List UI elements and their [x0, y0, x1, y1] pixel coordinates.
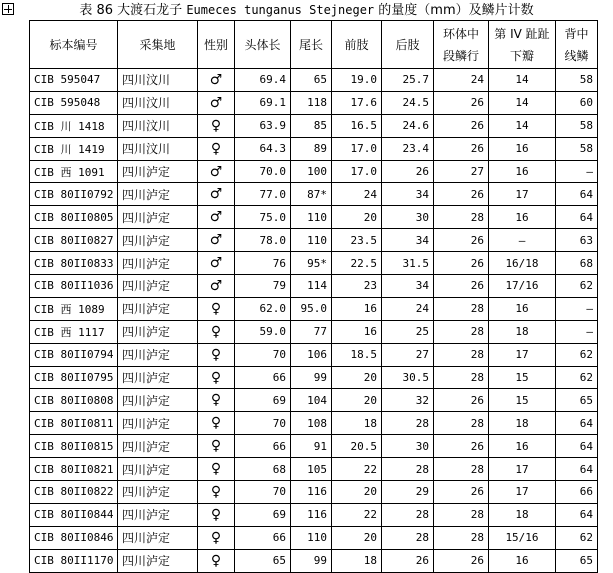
- cell-tail-length: 108: [291, 412, 332, 435]
- cell-fourth-toe-lamellae: 17: [489, 343, 556, 366]
- cell-midbody-scale-rows: 26: [434, 481, 489, 504]
- cell-middorsal-scales: 64: [556, 503, 598, 526]
- cell-locality: 四川泸定: [118, 252, 198, 275]
- cell-specimen-id: CIB 80II0792: [30, 183, 118, 206]
- cell-locality: 四川泸定: [118, 275, 198, 298]
- cell-sex: ♀: [198, 297, 235, 320]
- cell-middorsal-scales: 64: [556, 183, 598, 206]
- header-tail-length: 尾长: [291, 21, 332, 69]
- cell-sex: ♀: [198, 549, 235, 572]
- cell-midbody-scale-rows: 27: [434, 160, 489, 183]
- cell-midbody-scale-rows: 26: [434, 275, 489, 298]
- cell-midbody-scale-rows: 28: [434, 503, 489, 526]
- cell-middorsal-scales: —: [556, 160, 598, 183]
- cell-snout-vent-length: 66: [235, 526, 291, 549]
- cell-middorsal-scales: 68: [556, 252, 598, 275]
- cell-fourth-toe-lamellae: 16: [489, 137, 556, 160]
- cell-tail-length: 118: [291, 91, 332, 114]
- cell-hindlimb: 26: [382, 160, 434, 183]
- cell-sex: ♂: [198, 252, 235, 275]
- cell-midbody-scale-rows: 26: [434, 137, 489, 160]
- cell-specimen-id: CIB 80II0794: [30, 343, 118, 366]
- cell-hindlimb: 28: [382, 412, 434, 435]
- cell-fourth-toe-lamellae: 17: [489, 183, 556, 206]
- cell-forelimb: 22: [332, 503, 382, 526]
- cell-fourth-toe-lamellae: 16: [489, 160, 556, 183]
- cell-specimen-id: CIB 595047: [30, 69, 118, 92]
- cell-specimen-id: CIB 80II0815: [30, 435, 118, 458]
- measurement-table: [29, 20, 598, 573]
- cell-locality: 四川汶川: [118, 137, 198, 160]
- cell-sex: ♀: [198, 435, 235, 458]
- cell-midbody-scale-rows: 28: [434, 320, 489, 343]
- cell-hindlimb: 24: [382, 297, 434, 320]
- cell-locality: 四川泸定: [118, 297, 198, 320]
- cell-fourth-toe-lamellae: 15/16: [489, 526, 556, 549]
- cell-sex: ♂: [198, 206, 235, 229]
- cell-locality: 四川汶川: [118, 69, 198, 92]
- cell-hindlimb: 34: [382, 229, 434, 252]
- cell-midbody-scale-rows: 26: [434, 252, 489, 275]
- cell-forelimb: 16.5: [332, 114, 382, 137]
- cell-fourth-toe-lamellae: 16/18: [489, 252, 556, 275]
- cell-tail-length: 87*: [291, 183, 332, 206]
- cell-tail-length: 95*: [291, 252, 332, 275]
- cell-midbody-scale-rows: 26: [434, 91, 489, 114]
- cell-middorsal-scales: 65: [556, 389, 598, 412]
- cell-locality: 四川泸定: [118, 320, 198, 343]
- header-fourth-toe-lamellae: 第 IV 趾趾下瓣: [489, 21, 556, 69]
- cell-tail-length: 114: [291, 275, 332, 298]
- cell-specimen-id: CIB 川 1418: [30, 114, 118, 137]
- table-row: [30, 91, 598, 114]
- cell-tail-length: 65: [291, 69, 332, 92]
- cell-middorsal-scales: 64: [556, 412, 598, 435]
- cell-midbody-scale-rows: 24: [434, 69, 489, 92]
- cell-snout-vent-length: 68: [235, 458, 291, 481]
- cell-sex: ♀: [198, 526, 235, 549]
- cell-hindlimb: 31.5: [382, 252, 434, 275]
- cell-sex: ♀: [198, 503, 235, 526]
- cell-specimen-id: CIB 80II1170: [30, 549, 118, 572]
- cell-tail-length: 110: [291, 526, 332, 549]
- cell-locality: 四川泸定: [118, 549, 198, 572]
- table-caption: [0, 0, 613, 20]
- header-sex: 性别: [198, 21, 235, 69]
- cell-hindlimb: 30.5: [382, 366, 434, 389]
- cell-midbody-scale-rows: 26: [434, 183, 489, 206]
- header-locality: 采集地: [118, 21, 198, 69]
- cell-hindlimb: 23.4: [382, 137, 434, 160]
- cell-specimen-id: CIB 80II0844: [30, 503, 118, 526]
- cell-sex: ♀: [198, 458, 235, 481]
- cell-tail-length: 85: [291, 114, 332, 137]
- cell-specimen-id: CIB 西 1089: [30, 297, 118, 320]
- cell-fourth-toe-lamellae: 17: [489, 458, 556, 481]
- cell-fourth-toe-lamellae: 17: [489, 481, 556, 504]
- cell-tail-length: 116: [291, 481, 332, 504]
- table-row: [30, 206, 598, 229]
- cell-snout-vent-length: 69: [235, 503, 291, 526]
- cell-tail-length: 91: [291, 435, 332, 458]
- cell-snout-vent-length: 69: [235, 389, 291, 412]
- header-middorsal-scales: 背中线鳞: [556, 21, 598, 69]
- cell-specimen-id: CIB 川 1419: [30, 137, 118, 160]
- cell-locality: 四川泸定: [118, 458, 198, 481]
- cell-hindlimb: 30: [382, 206, 434, 229]
- cell-forelimb: 17.0: [332, 137, 382, 160]
- cell-forelimb: 23: [332, 275, 382, 298]
- cell-sex: ♀: [198, 320, 235, 343]
- cell-middorsal-scales: 64: [556, 458, 598, 481]
- table-row: [30, 526, 598, 549]
- table-row: [30, 114, 598, 137]
- cell-specimen-id: CIB 80II0846: [30, 526, 118, 549]
- cell-snout-vent-length: 63.9: [235, 114, 291, 137]
- cell-forelimb: 23.5: [332, 229, 382, 252]
- cell-fourth-toe-lamellae: 15: [489, 389, 556, 412]
- caption-prefix: 表 86 大渡石龙子: [79, 3, 187, 18]
- cell-locality: 四川泸定: [118, 343, 198, 366]
- cell-middorsal-scales: 66: [556, 481, 598, 504]
- cell-locality: 四川泸定: [118, 435, 198, 458]
- cell-snout-vent-length: 77.0: [235, 183, 291, 206]
- cell-middorsal-scales: 65: [556, 549, 598, 572]
- cell-forelimb: 17.0: [332, 160, 382, 183]
- cell-tail-length: 89: [291, 137, 332, 160]
- cell-snout-vent-length: 75.0: [235, 206, 291, 229]
- cell-tail-length: 110: [291, 229, 332, 252]
- cell-sex: ♂: [198, 160, 235, 183]
- cell-forelimb: 20: [332, 481, 382, 504]
- cell-middorsal-scales: 62: [556, 366, 598, 389]
- cell-specimen-id: CIB 西 1117: [30, 320, 118, 343]
- cell-fourth-toe-lamellae: 18: [489, 320, 556, 343]
- cell-specimen-id: CIB 80II0821: [30, 458, 118, 481]
- cell-snout-vent-length: 70.0: [235, 160, 291, 183]
- cell-midbody-scale-rows: 26: [434, 435, 489, 458]
- table-row: [30, 366, 598, 389]
- cell-locality: 四川泸定: [118, 389, 198, 412]
- cell-locality: 四川汶川: [118, 114, 198, 137]
- cell-tail-length: 95.0: [291, 297, 332, 320]
- cell-sex: ♂: [198, 183, 235, 206]
- cell-specimen-id: CIB 80II0808: [30, 389, 118, 412]
- table-row: [30, 458, 598, 481]
- cell-tail-length: 77: [291, 320, 332, 343]
- cell-midbody-scale-rows: 28: [434, 458, 489, 481]
- cell-locality: 四川泸定: [118, 526, 198, 549]
- header-row: [30, 21, 598, 69]
- cell-midbody-scale-rows: 26: [434, 114, 489, 137]
- cell-specimen-id: CIB 80II0811: [30, 412, 118, 435]
- cell-specimen-id: CIB 80II0805: [30, 206, 118, 229]
- cell-forelimb: 24: [332, 183, 382, 206]
- cell-locality: 四川泸定: [118, 366, 198, 389]
- cell-locality: 四川泸定: [118, 503, 198, 526]
- cell-snout-vent-length: 66: [235, 435, 291, 458]
- cell-snout-vent-length: 64.3: [235, 137, 291, 160]
- cell-middorsal-scales: 64: [556, 435, 598, 458]
- cell-middorsal-scales: —: [556, 297, 598, 320]
- cell-hindlimb: 30: [382, 435, 434, 458]
- cell-specimen-id: CIB 80II0833: [30, 252, 118, 275]
- table-row: [30, 275, 598, 298]
- header-hindlimb: 后肢: [382, 21, 434, 69]
- cell-snout-vent-length: 62.0: [235, 297, 291, 320]
- cell-sex: ♀: [198, 343, 235, 366]
- cell-hindlimb: 26: [382, 549, 434, 572]
- cell-snout-vent-length: 59.0: [235, 320, 291, 343]
- cell-hindlimb: 28: [382, 526, 434, 549]
- cell-tail-length: 105: [291, 458, 332, 481]
- cell-hindlimb: 25: [382, 320, 434, 343]
- cell-specimen-id: CIB 西 1091: [30, 160, 118, 183]
- cell-forelimb: 18: [332, 412, 382, 435]
- cell-forelimb: 20: [332, 366, 382, 389]
- header-snout-vent-length: 头体长: [235, 21, 291, 69]
- cell-middorsal-scales: 62: [556, 275, 598, 298]
- table-row: [30, 137, 598, 160]
- cell-snout-vent-length: 78.0: [235, 229, 291, 252]
- table-row: [30, 343, 598, 366]
- cell-forelimb: 22.5: [332, 252, 382, 275]
- cell-midbody-scale-rows: 28: [434, 343, 489, 366]
- cell-fourth-toe-lamellae: 18: [489, 412, 556, 435]
- cell-snout-vent-length: 70: [235, 412, 291, 435]
- cell-sex: ♀: [198, 389, 235, 412]
- cell-fourth-toe-lamellae: 15: [489, 366, 556, 389]
- cell-hindlimb: 25.7: [382, 69, 434, 92]
- caption-suffix: 的量度（mm）及鳞片计数: [374, 3, 534, 18]
- cell-snout-vent-length: 76: [235, 252, 291, 275]
- cell-specimen-id: CIB 80II1036: [30, 275, 118, 298]
- cell-forelimb: 20: [332, 389, 382, 412]
- cell-snout-vent-length: 70: [235, 481, 291, 504]
- cell-tail-length: 99: [291, 549, 332, 572]
- cell-tail-length: 116: [291, 503, 332, 526]
- cell-hindlimb: 34: [382, 275, 434, 298]
- cell-sex: ♂: [198, 275, 235, 298]
- cell-midbody-scale-rows: 26: [434, 389, 489, 412]
- table-row: [30, 389, 598, 412]
- header-forelimb: 前肢: [332, 21, 382, 69]
- cell-tail-length: 106: [291, 343, 332, 366]
- cell-locality: 四川汶川: [118, 91, 198, 114]
- cell-midbody-scale-rows: 28: [434, 412, 489, 435]
- table-row: [30, 503, 598, 526]
- table-row: [30, 549, 598, 572]
- cell-snout-vent-length: 69.1: [235, 91, 291, 114]
- cell-forelimb: 18: [332, 549, 382, 572]
- cell-sex: ♀: [198, 114, 235, 137]
- table-row: [30, 160, 598, 183]
- cell-locality: 四川泸定: [118, 481, 198, 504]
- cell-middorsal-scales: 58: [556, 69, 598, 92]
- cell-sex: ♀: [198, 412, 235, 435]
- cell-forelimb: 17.6: [332, 91, 382, 114]
- cell-tail-length: 110: [291, 206, 332, 229]
- cell-middorsal-scales: 64: [556, 206, 598, 229]
- cell-hindlimb: 28: [382, 503, 434, 526]
- cell-sex: ♀: [198, 481, 235, 504]
- header-midbody-scale-rows: 环体中段鳞行: [434, 21, 489, 69]
- table-row: [30, 481, 598, 504]
- cell-locality: 四川泸定: [118, 183, 198, 206]
- cell-forelimb: 16: [332, 320, 382, 343]
- cell-fourth-toe-lamellae: 17/16: [489, 275, 556, 298]
- cell-forelimb: 16: [332, 297, 382, 320]
- cell-middorsal-scales: 62: [556, 526, 598, 549]
- cell-midbody-scale-rows: 26: [434, 229, 489, 252]
- table-row: [30, 320, 598, 343]
- cell-hindlimb: 24.5: [382, 91, 434, 114]
- cell-specimen-id: CIB 80II0822: [30, 481, 118, 504]
- cell-forelimb: 20: [332, 206, 382, 229]
- cell-hindlimb: 32: [382, 389, 434, 412]
- cell-sex: ♂: [198, 69, 235, 92]
- cell-middorsal-scales: —: [556, 320, 598, 343]
- cell-snout-vent-length: 69.4: [235, 69, 291, 92]
- cell-hindlimb: 29: [382, 481, 434, 504]
- cell-sex: ♂: [198, 229, 235, 252]
- table-row: [30, 435, 598, 458]
- cell-locality: 四川泸定: [118, 206, 198, 229]
- cell-locality: 四川泸定: [118, 160, 198, 183]
- cell-hindlimb: 24.6: [382, 114, 434, 137]
- cell-forelimb: 18.5: [332, 343, 382, 366]
- cell-hindlimb: 27: [382, 343, 434, 366]
- cell-middorsal-scales: 60: [556, 91, 598, 114]
- cell-specimen-id: CIB 595048: [30, 91, 118, 114]
- cell-middorsal-scales: 62: [556, 343, 598, 366]
- cell-locality: 四川泸定: [118, 412, 198, 435]
- cell-middorsal-scales: 63: [556, 229, 598, 252]
- cell-hindlimb: 28: [382, 458, 434, 481]
- cell-midbody-scale-rows: 28: [434, 206, 489, 229]
- cell-snout-vent-length: 66: [235, 366, 291, 389]
- cell-fourth-toe-lamellae: 14: [489, 114, 556, 137]
- table-row: [30, 297, 598, 320]
- cell-specimen-id: CIB 80II0795: [30, 366, 118, 389]
- table-row: [30, 252, 598, 275]
- header-specimen-id: 标本编号: [30, 21, 118, 69]
- cell-sex: ♀: [198, 137, 235, 160]
- cell-fourth-toe-lamellae: 16: [489, 297, 556, 320]
- cell-midbody-scale-rows: 26: [434, 549, 489, 572]
- cell-middorsal-scales: 58: [556, 114, 598, 137]
- cell-fourth-toe-lamellae: —: [489, 229, 556, 252]
- cell-fourth-toe-lamellae: 14: [489, 69, 556, 92]
- table-row: [30, 229, 598, 252]
- cell-midbody-scale-rows: 28: [434, 366, 489, 389]
- cell-midbody-scale-rows: 28: [434, 526, 489, 549]
- cell-sex: ♂: [198, 91, 235, 114]
- cell-forelimb: 22: [332, 458, 382, 481]
- cell-middorsal-scales: 58: [556, 137, 598, 160]
- cell-fourth-toe-lamellae: 16: [489, 435, 556, 458]
- cell-fourth-toe-lamellae: 18: [489, 503, 556, 526]
- cell-snout-vent-length: 65: [235, 549, 291, 572]
- table-row: [30, 183, 598, 206]
- cell-sex: ♀: [198, 366, 235, 389]
- cell-forelimb: 19.0: [332, 69, 382, 92]
- cell-tail-length: 104: [291, 389, 332, 412]
- table-row: [30, 69, 598, 92]
- cell-snout-vent-length: 79: [235, 275, 291, 298]
- cell-locality: 四川泸定: [118, 229, 198, 252]
- cell-fourth-toe-lamellae: 16: [489, 206, 556, 229]
- cell-fourth-toe-lamellae: 16: [489, 549, 556, 572]
- cell-hindlimb: 34: [382, 183, 434, 206]
- cell-specimen-id: CIB 80II0827: [30, 229, 118, 252]
- cell-forelimb: 20.5: [332, 435, 382, 458]
- cell-midbody-scale-rows: 28: [434, 297, 489, 320]
- cell-forelimb: 20: [332, 526, 382, 549]
- cell-fourth-toe-lamellae: 14: [489, 91, 556, 114]
- cell-tail-length: 99: [291, 366, 332, 389]
- cell-tail-length: 100: [291, 160, 332, 183]
- table-row: [30, 412, 598, 435]
- cell-snout-vent-length: 70: [235, 343, 291, 366]
- caption-latin-name: Eumeces tunganus Stejneger: [186, 3, 375, 17]
